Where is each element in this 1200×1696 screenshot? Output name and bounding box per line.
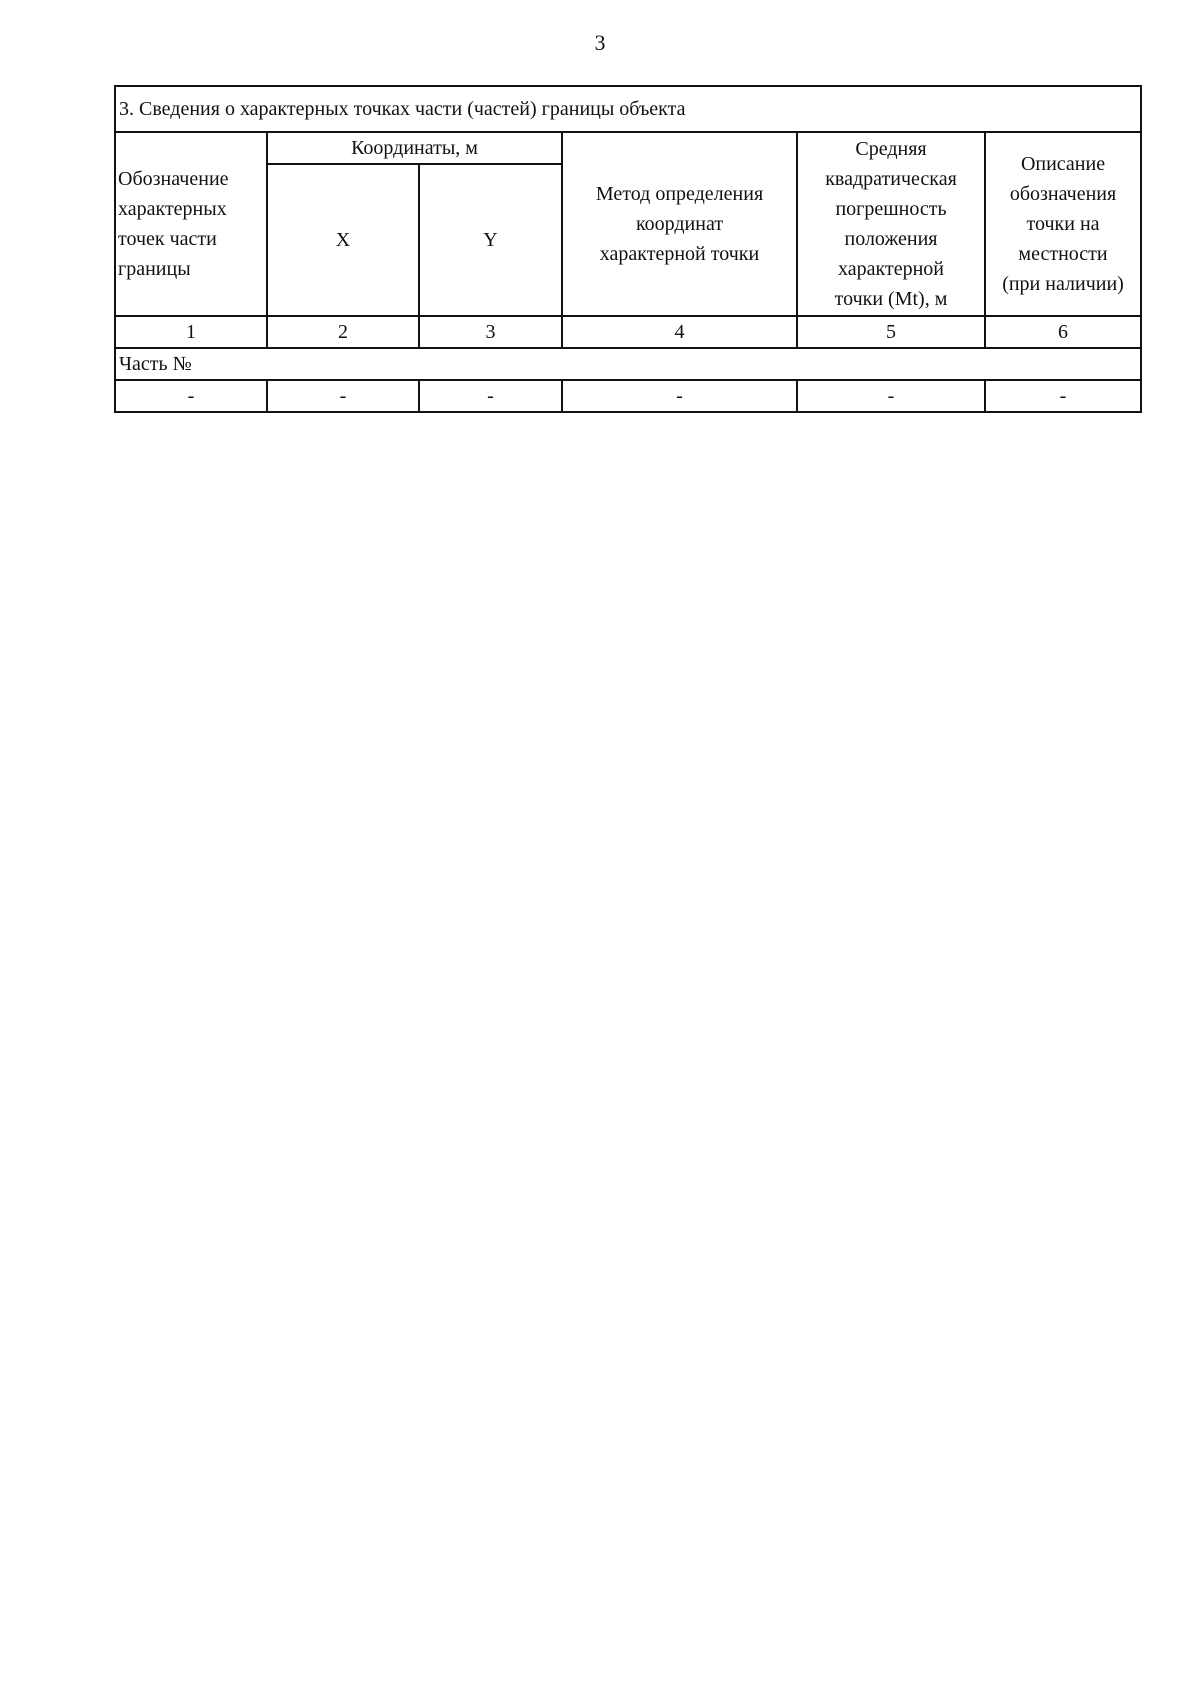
column-number: 5 (797, 316, 985, 348)
header-mean-error: Средняя квадратическая погрешность положения характерной точки (Mt), м (797, 132, 985, 316)
table-cell: - (797, 380, 985, 412)
table-title: 3. Сведения о характерных точках части (частей) границы объекта (115, 86, 1141, 132)
table-cell: - (562, 380, 797, 412)
header-row-1 (115, 132, 1141, 164)
header-coordinates: Координаты, м (267, 132, 562, 164)
header-designation: Обозначение характерных точек части границы (115, 132, 267, 316)
boundary-points-table (114, 85, 1142, 413)
column-number: 6 (985, 316, 1141, 348)
part-label: Часть № (115, 348, 1141, 380)
header-x: X (267, 164, 419, 316)
part-row (115, 348, 1141, 380)
header-description: Описание обозначения точки на местности (при наличии) (985, 132, 1141, 316)
header-method: Метод определения координат характерной точки (562, 132, 797, 316)
table-cell: - (985, 380, 1141, 412)
column-number: 2 (267, 316, 419, 348)
header-y: Y (419, 164, 562, 316)
table-cell: - (267, 380, 419, 412)
table-title-row (115, 86, 1141, 132)
table-cell: - (115, 380, 267, 412)
column-number: 3 (419, 316, 562, 348)
table-row (115, 380, 1141, 412)
page-number: 3 (594, 30, 606, 55)
column-numbers-row (115, 316, 1141, 348)
table-cell: - (419, 380, 562, 412)
column-number: 4 (562, 316, 797, 348)
column-number: 1 (115, 316, 267, 348)
